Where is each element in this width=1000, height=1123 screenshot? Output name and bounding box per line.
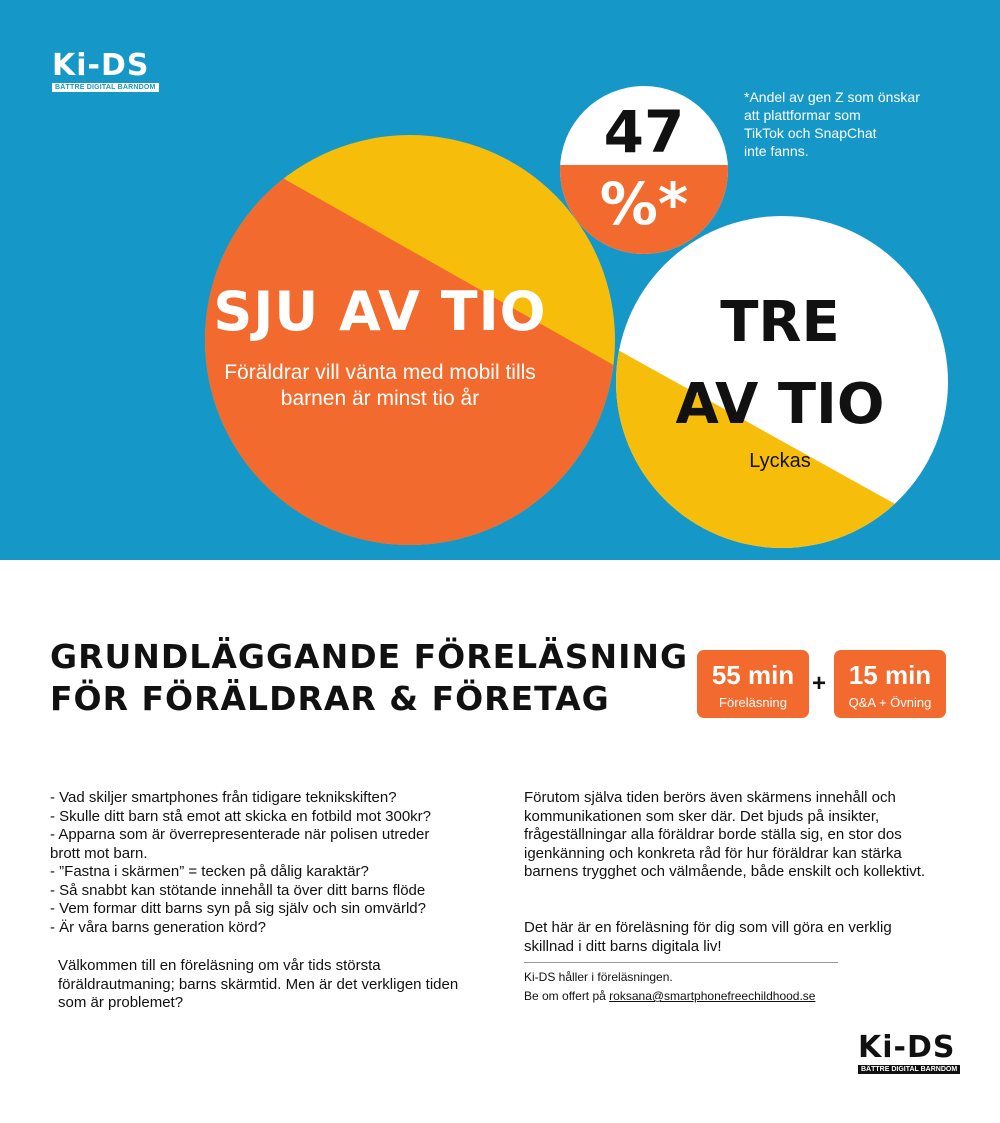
closing-paragraph: Det här är en föreläsning för dig som vill göra en verklig skillnad i ditt barns digitala liv!: [524, 919, 892, 955]
question-item: - Vem formar ditt barns syn på sig själv och sin omvärld?: [50, 900, 426, 917]
three-of-ten-heading-line1: TRE: [720, 290, 840, 355]
stat-47-percent: %*: [599, 170, 689, 238]
contact-email-link[interactable]: roksana@smartphonefreechildhood.se: [609, 989, 816, 1003]
question-item: - ”Fastna i skärmen” = tecken på dålig karaktär?: [50, 863, 369, 880]
qa-duration-value: 15 min: [848, 660, 932, 690]
divider: [524, 962, 838, 963]
kids-logo-top: [52, 50, 159, 92]
question-item: - Skulle ditt barn stå emot att skicka en fotbild mot 300kr?: [50, 807, 432, 825]
three-of-ten-text: Lyckas: [749, 450, 811, 472]
question-item: - Apparna som är överrepresenterade när polisen utreder brott mot barn.: [50, 826, 430, 862]
qa-duration-badge: [834, 650, 946, 718]
stat-47-number: 47: [603, 98, 685, 166]
welcome-paragraph: Välkommen till en föreläsning om vår tids största föräldrautmaning; barns skärmtid. Men är det verkligen tiden som är problemet?: [58, 957, 459, 1011]
logo-tagline: BÄTTRE DIGITAL BARNDOM: [858, 1065, 960, 1074]
seven-of-ten-text: Föräldrar vill vänta med mobil tills barnen är minst tio år: [224, 361, 536, 410]
lecture-title: [50, 636, 688, 720]
organizer-note: Ki-DS håller i föreläsningen.: [524, 970, 673, 984]
offer-line: [524, 989, 815, 1003]
qa-duration-label: Q&A + Övning: [848, 695, 932, 710]
question-item: - Är våra barns generation körd?: [50, 918, 266, 936]
logo-wordmark: Ki-DS: [52, 48, 150, 83]
three-of-ten-heading-line2: AV TIO: [675, 372, 885, 437]
kids-logo-bottom: [858, 1032, 960, 1074]
question-item: - Så snabbt kan stötande innehåll ta över ditt barns flöde: [50, 881, 426, 899]
question-item: - Vad skiljer smartphones från tidigare teknikskiften?: [50, 789, 397, 806]
logo-wordmark: Ki-DS: [858, 1030, 956, 1065]
lecture-title-line1: GRUNDLÄGGANDE FÖRELÄSNING: [50, 637, 689, 676]
lecture-duration-label: Föreläsning: [719, 695, 787, 710]
lecture-title-line2: FÖR FÖRÄLDRAR & FÖRETAG: [50, 679, 610, 718]
hero-banner: [0, 0, 1000, 560]
lecture-duration-value: 55 min: [711, 660, 795, 690]
plus-sign: +: [812, 670, 827, 697]
lecture-duration-badge: [697, 650, 809, 718]
description-paragraph: Förutom själva tiden berörs även skärmens innehåll och kommunikationen som sker där. Det bjuds på insikter, frågeställningar alla föräldrar borde ställa sig, en stor dos igenkänning och konkreta råd för hur föräldrar kan stärka barnens trygghet och välmående, både enskilt och kollektivt.: [524, 789, 926, 880]
question-list: [50, 789, 490, 937]
logo-tagline: BÄTTRE DIGITAL BARNDOM: [52, 83, 159, 92]
seven-of-ten-heading: SJU AV TIO: [213, 280, 547, 343]
offer-prefix: Be om offert på: [524, 989, 610, 1003]
gen-z-footnote: *Andel av gen Z som önskar att plattformar som TikTok och SnapChat inte fanns.: [744, 89, 920, 159]
